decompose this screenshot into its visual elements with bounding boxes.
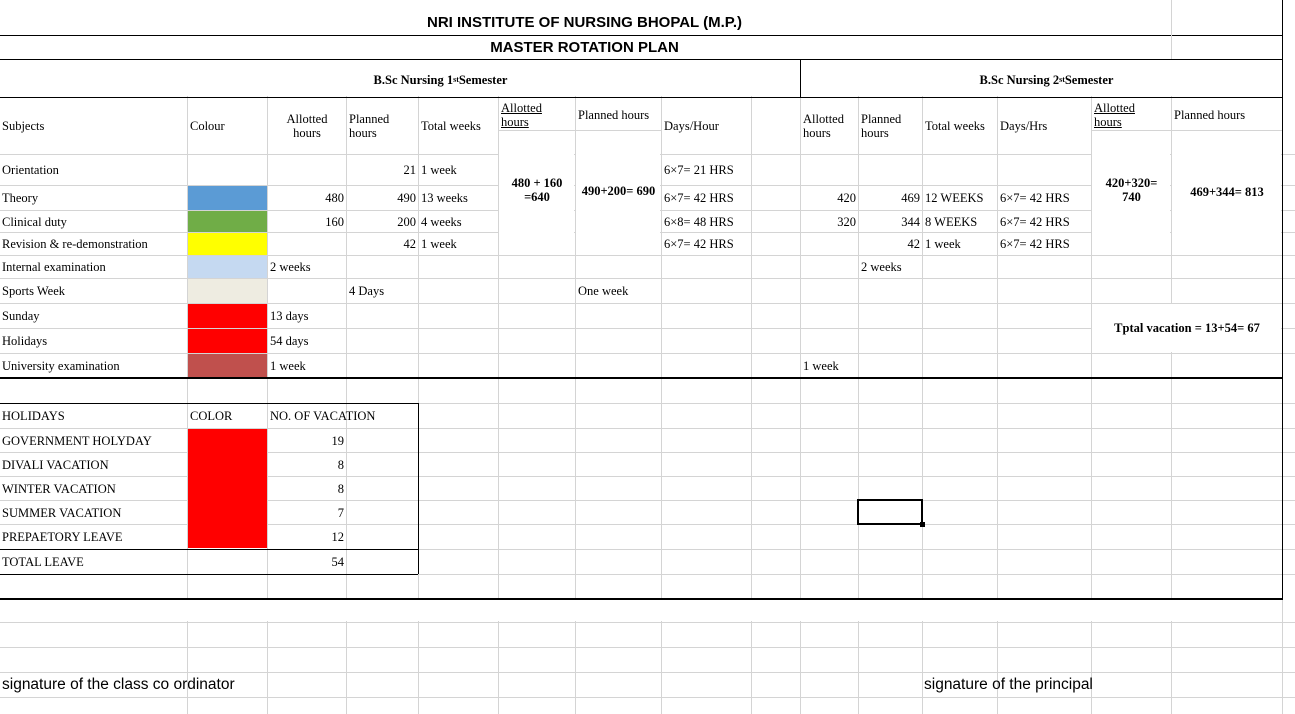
s2-planned-cell: 42 [907,237,920,251]
vacation-row-count: 8 [337,457,344,472]
swatch-sunday [188,304,267,328]
days-cell: 6×8= 48 HRS [664,214,734,229]
swatch-university [188,354,267,377]
vacation-row-count: 12 [331,530,344,544]
header-s2-allotted: Allotted hours [803,112,844,140]
vacation-row-count: 19 [331,433,344,448]
weeks-cell: 4 weeks [421,214,462,229]
total-vacation: Tptal vacation = 13+54= 67 [1114,321,1260,335]
days-cell: 6×7= 42 HRS [664,191,734,205]
days-cell: 6×7= 42 HRS [664,237,734,251]
planned-cell: 21 [403,163,416,177]
institute-title: NRI INSTITUTE OF NURSING BHOPAL (M.P.) [426,14,742,31]
vacation-row-name: DIVALI VACATION [2,457,109,472]
signature-principal: signature of the principal [924,676,1093,693]
subject-cell: Internal examination [2,260,106,274]
header-s2-allotted-total: Allotted hours [1094,101,1135,129]
swatch-revision [188,233,267,255]
semester-1-heading: B.Sc Nursing 1 st Semester [373,73,508,87]
s1-allotted-total: 480 + 160 =640 [511,176,563,204]
s2-weeks-cell: 12 WEEKS [925,191,984,205]
subject-cell: Orientation [2,163,59,177]
semester-2-heading: B.Sc Nursing 2 st Semester [979,73,1114,87]
subject-cell: Revision & re-demonstration [2,237,148,251]
weeks-cell: 13 weeks [421,191,468,205]
header-s2-total-weeks: Total weeks [925,119,985,133]
header-planned-hours-total: Planned hours [578,108,650,122]
s1-cell: 2 weeks [270,260,311,274]
s2-allotted-total: 420+320= 740 [1105,176,1158,204]
s2-planned-cell: 469 [901,191,920,205]
planned-cell: 490 [397,191,416,205]
subject-cell: Holidays [2,334,48,348]
header-planned-hours: Planned hours [349,112,390,140]
vacation-row-name: PREPAETORY LEAVE [2,530,123,544]
signature-coordinator: signature of the class co ordinator [2,676,235,693]
swatch-holidays [188,329,267,353]
swatch-sports [188,279,267,303]
planned-cell: 200 [397,214,416,229]
planned-cell: 42 [403,237,416,251]
vacation-row-name: GOVERNMENT HOLYDAY [2,433,152,448]
header-subjects: Subjects [2,119,45,133]
swatch-vacation [188,429,267,548]
s2-weeks-cell: 1 week [925,237,961,251]
header-total-weeks: Total weeks [421,119,481,133]
vacation-header-count: NO. OF VACATION [270,409,376,423]
header-colour: Colour [190,119,225,133]
allotted-cell: 480 [325,191,344,205]
s1b-cell: One week [578,284,629,298]
header-s2-days-hrs: Days/Hrs [1000,119,1048,133]
vacation-row-name: WINTER VACATION [2,481,116,496]
s2-weeks-cell: 8 WEEKS [925,214,978,229]
days-cell: 6×7= 21 HRS [664,163,734,177]
subject-cell: Sunday [2,309,40,323]
plan-title: MASTER ROTATION PLAN [490,39,679,56]
vacation-total-value: 54 [331,555,344,569]
swatch-internal [188,256,267,278]
selected-cell[interactable] [857,499,923,525]
swatch-clinical [188,211,267,232]
vacation-total-label: TOTAL LEAVE [2,555,84,569]
header-s2-planned-total: Planned hours [1174,108,1246,122]
vacation-row-name: SUMMER VACATION [2,505,122,520]
s2-cell: 2 weeks [861,260,902,274]
weeks-cell: 1 week [421,163,457,177]
s2-days-cell: 6×7= 42 HRS [1000,237,1070,251]
s1-cell: 13 days [270,309,309,323]
swatch-theory [188,186,267,210]
s2-days-cell: 6×7= 42 HRS [1000,191,1070,205]
s2-allotted-cell: 320 [837,214,856,229]
s2-cell: 1 week [803,358,839,373]
header-s2-planned: Planned hours [861,112,902,140]
s1-planned-total: 490+200= 690 [581,184,656,198]
s2-planned-total: 469+344= 813 [1190,185,1264,199]
s2-allotted-cell: 420 [837,191,856,205]
s2-planned-cell: 344 [901,214,920,229]
header-days-hour: Days/Hour [664,119,719,133]
vacation-header-holidays: HOLIDAYS [2,409,65,423]
subject-cell: Clinical duty [2,214,67,229]
header-allotted-hours-total: Allotted hours [501,101,542,129]
s1-cell: 4 Days [349,284,385,298]
s1-cell: 1 week [270,358,306,373]
header-allotted-hours: Allotted hours [286,112,328,140]
s2-days-cell: 6×7= 42 HRS [1000,214,1070,229]
vacation-row-count: 7 [337,505,344,520]
s1-cell: 54 days [270,334,309,348]
subject-cell: University examination [2,358,120,373]
weeks-cell: 1 week [421,237,457,251]
vacation-row-count: 8 [337,481,344,496]
allotted-cell: 160 [325,214,344,229]
subject-cell: Theory [2,191,39,205]
vacation-header-color: COLOR [190,409,233,423]
subject-cell: Sports Week [2,284,65,298]
